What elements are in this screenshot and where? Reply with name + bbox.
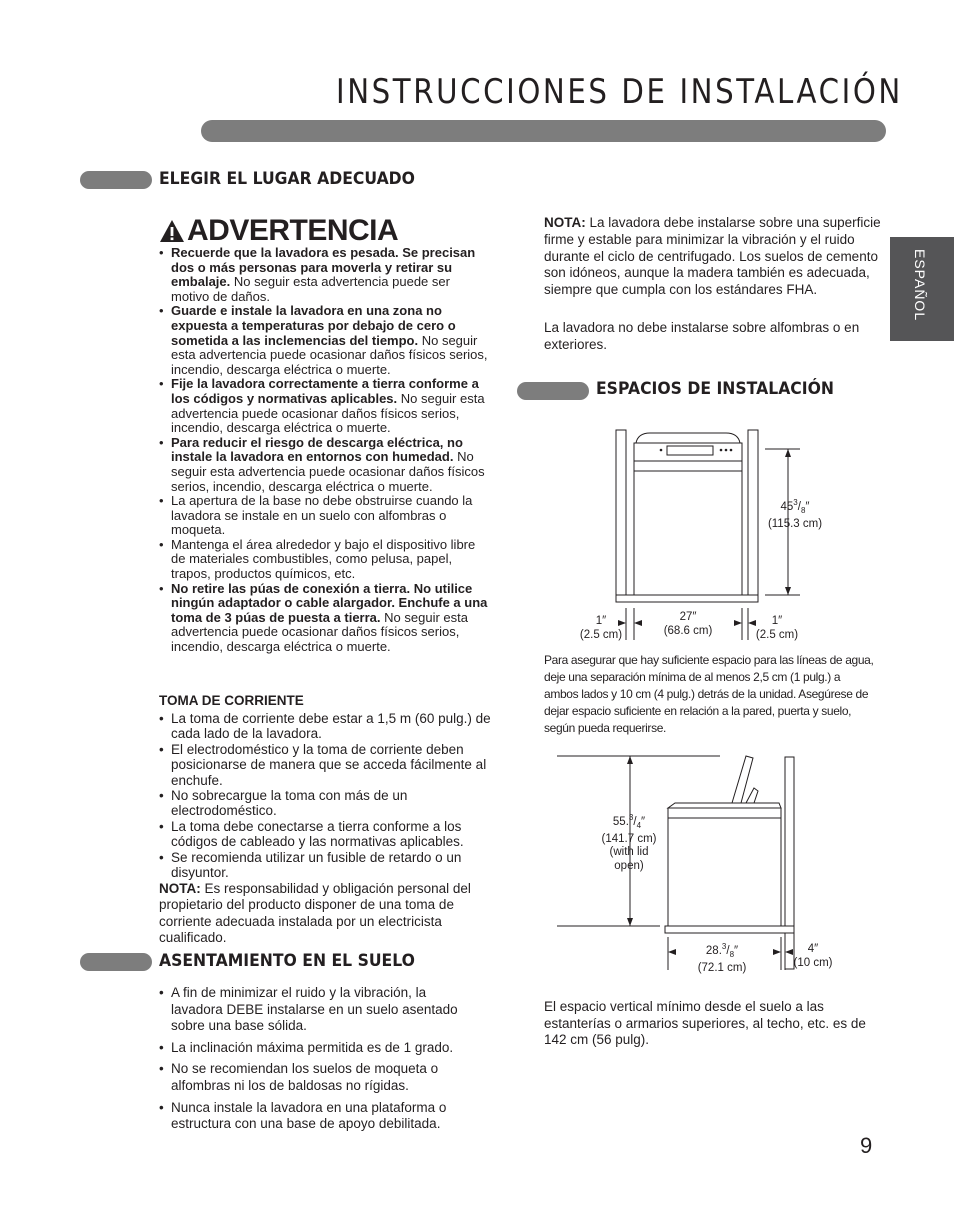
- right-paragraph: La lavadora no debe instalarse sobre alfombras o en exteriores.: [544, 320, 860, 352]
- section-heading-suelo: ASENTAMIENTO EN EL SUELO: [159, 951, 415, 971]
- list-item: • La inclinación máxima permitida es de 1 grado.: [159, 1040, 479, 1057]
- list-item: • Mantenga el área alrededor y bajo el dispositivo libre de materiales combustibles, como pelusa, papel, trapos, productos químicos, etc.: [159, 538, 491, 582]
- list-item: • La toma debe conectarse a tierra conforme a los códigos de cableado y las normativas aplicables.: [159, 819, 493, 850]
- section-heading-espacios: ESPACIOS DE INSTALACIÓN: [596, 379, 834, 399]
- side-clearance-diagram: [550, 752, 810, 977]
- page-title: INSTRUCCIONES DE INSTALACIÓN: [336, 72, 903, 112]
- side-height-label: $55.^3/_4''$ (141.7 cm) (with lid open): [601, 813, 657, 872]
- language-tab-label: ESPAÑOL: [912, 249, 928, 322]
- toma-list: [159, 711, 493, 880]
- toma-note: NOTA: Es responsabilidad y obligación personal del propietario del producto disponer de una toma de corriente adecuada instalada por un electricista cualificado.: [159, 881, 471, 946]
- width-label: 27″ (68.6 cm): [663, 611, 713, 637]
- title-bar-decoration: [201, 120, 886, 142]
- right-note: NOTA: La lavadora debe instalarse sobre una superficie firme y estable para minimizar la vibración y el ruido durante el ciclo de centrifugado. Los suelos de cemento son idóneos, aunque la madera también es adecuada, siempre que cumpla con los estándares FHA.: [544, 215, 881, 298]
- depth-label: $28.^3/_8''$ (72.1 cm): [697, 942, 747, 974]
- list-item: • A fin de minimizar el ruido y la vibración, la lavadora DEBE instalarse en un suelo asentado sobre una base sólida.: [159, 985, 479, 1035]
- front-height-label: $45^3/_8''$ (115.3 cm): [767, 498, 823, 530]
- list-item: • El electrodoméstico y la toma de corriente deben posicionarse de manera que se acceda fácilmente al enchufe.: [159, 742, 493, 788]
- list-item: • La apertura de la base no debe obstruirse cuando la lavadora se instale en un suelo con alfombras o moqueta.: [159, 494, 491, 538]
- list-item: • Para reducir el riesgo de descarga eléctrica, no instale la lavadora en entornos con humedad. No seguir esta advertencia puede ocasionar daños físicos serios, incendio, descarga eléctrica o muerte.: [159, 436, 491, 494]
- warning-title: [159, 214, 398, 248]
- list-item: • Recuerde que la lavadora es pesada. Se precisan dos o más personas para moverla y retirar su embalaje. No seguir esta advertencia puede ser motivo de daños.: [159, 246, 491, 304]
- list-item: • No sobrecargue la toma con más de un electrodoméstico.: [159, 788, 493, 819]
- warning-list: [159, 246, 491, 655]
- clearance-note: Para asegurar que hay suficiente espacio para las líneas de agua, deje una separación mínima de al menos 2,5 cm (1 pulg.) a ambos lados y 10 cm (4 pulg.) detrás de la unidad. Asegúrese de dejar espacio suficiente en relación a la pared, puerta y suelo, según pueda requerirse.: [544, 653, 874, 735]
- subheading-toma: TOMA DE CORRIENTE: [159, 693, 304, 708]
- language-tab: [890, 237, 954, 341]
- section-heading-lugar: ELEGIR EL LUGAR ADECUADO: [159, 169, 415, 189]
- list-item: • La toma de corriente debe estar a 1,5 m (60 pulg.) de cada lado de la lavadora.: [159, 711, 493, 742]
- vertical-clearance-note: El espacio vertical mínimo desde el suelo a las estanterías o armarios superiores, al techo, etc. es de 142 cm (56 pulg).: [544, 999, 866, 1048]
- warning-triangle-icon: [159, 219, 185, 243]
- list-item: • No retire las púas de conexión a tierra. No utilice ningún adaptador o cable alargador. Enchufe a una toma de 3 púas de puesta a tierra. No seguir esta advertencia puede ocasionar daños físicos serios, incendio, descarga eléctrica o muerte.: [159, 582, 491, 655]
- page-number: 9: [860, 1133, 873, 1158]
- list-item: • No se recomiendan los suelos de moqueta o alfombras ni los de baldosas no rígidas.: [159, 1061, 479, 1094]
- left-gap-label: 1″ (2.5 cm): [579, 615, 623, 641]
- list-item: • Fije la lavadora correctamente a tierra conforme a los códigos y normativas aplicables. No seguir esta advertencia puede ocasionar daños físicos serios, incendio, descarga eléctrica o muerte.: [159, 377, 491, 435]
- suelo-list: [159, 985, 479, 1138]
- back-gap-label: 4″ (10 cm): [793, 943, 833, 969]
- list-item: • Guarde e instale la lavadora en una zona no expuesta a temperaturas por debajo de cero o sometida a las inclemencias del tiempo. No seguir esta advertencia puede ocasionar daños físicos serios, incendio, descarga eléctrica o muerte.: [159, 304, 491, 377]
- right-gap-label: 1″ (2.5 cm): [755, 615, 799, 641]
- list-item: • Nunca instale la lavadora en una plataforma o estructura con una base de apoyo debilitada.: [159, 1100, 479, 1133]
- section-pill: [80, 171, 152, 189]
- warning-title-text: ADVERTENCIA: [187, 214, 399, 247]
- section-pill: [80, 953, 152, 971]
- section-pill: [517, 382, 589, 400]
- list-item: • Se recomienda utilizar un fusible de retardo o un disyuntor.: [159, 850, 493, 881]
